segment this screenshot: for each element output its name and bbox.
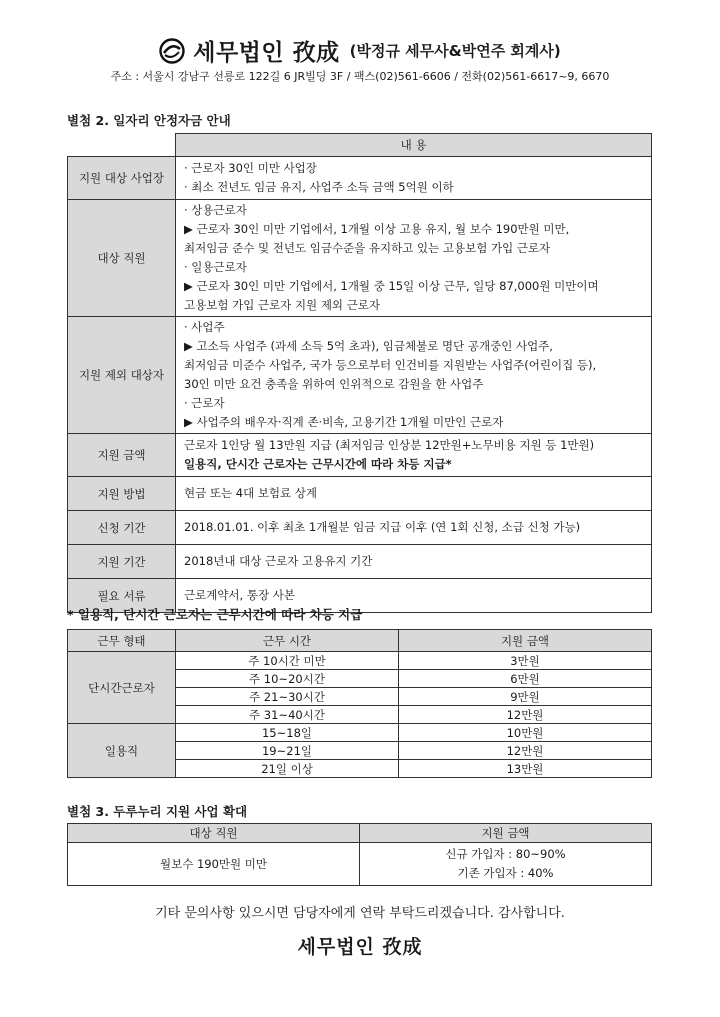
row-content bbox=[176, 545, 652, 579]
content-line: 최저임금 미준수 사업주, 국가 등으로부터 인건비를 지원받는 사업주(어린이집 등), bbox=[184, 358, 597, 372]
support-amount-cell: 12만원 bbox=[399, 742, 652, 760]
content-line: ▶ 사업주의 배우자·직계 존·비속, 고용기간 1개월 미만인 근로자 bbox=[184, 415, 504, 429]
column-header: 대상 직원 bbox=[68, 824, 360, 843]
row-content bbox=[176, 157, 652, 200]
content-line: · 일용근로자 bbox=[184, 260, 247, 274]
support-amount-cell: 6만원 bbox=[399, 670, 652, 688]
row-content bbox=[176, 511, 652, 545]
row-label: 필요 서류 bbox=[68, 579, 176, 613]
target-employee-cell: 월보수 190만원 미만 bbox=[68, 843, 360, 886]
work-hours-cell: 21일 이상 bbox=[176, 760, 399, 778]
table-row bbox=[68, 843, 652, 886]
table-row bbox=[68, 157, 652, 200]
content-line: · 근로자 bbox=[184, 396, 225, 410]
firm-address: 주소 : 서울시 강남구 선릉로 122길 6 JR빌딩 3F / 팩스(02)561-6606 / 전화(02)561-6617~9, 6670 bbox=[110, 70, 610, 83]
support-amount-cell: 10만원 bbox=[399, 724, 652, 742]
tiered-support-table bbox=[67, 629, 652, 778]
content-line: 고용보험 가입 근로자 지원 제외 근로자 bbox=[184, 298, 381, 312]
table-row bbox=[68, 652, 652, 670]
brand-line bbox=[159, 34, 561, 67]
header-blank-cell bbox=[68, 134, 176, 157]
table-row bbox=[68, 511, 652, 545]
support-rate-cell bbox=[360, 843, 652, 886]
firm-name: 세무법인 孜成 bbox=[193, 40, 340, 66]
content-line: 근로자 1인당 월 13만원 지급 (최저임금 인상분 12만원+노무비용 지원 등 1만원) bbox=[184, 438, 595, 452]
column-header: 근무 형태 bbox=[68, 630, 176, 652]
work-hours-cell: 15~18일 bbox=[176, 724, 399, 742]
content-line: · 상용근로자 bbox=[184, 203, 247, 217]
work-hours-cell: 주 10~20시간 bbox=[176, 670, 399, 688]
content-line: · 근로자 30인 미만 사업장 bbox=[184, 161, 317, 175]
rate-line: 신규 가입자 : 80~90% bbox=[445, 847, 566, 861]
row-label: 지원 제외 대상자 bbox=[68, 317, 176, 434]
row-label: 지원 금액 bbox=[68, 434, 176, 477]
table-row bbox=[68, 477, 652, 511]
row-label: 신청 기간 bbox=[68, 511, 176, 545]
support-amount-cell: 3만원 bbox=[399, 652, 652, 670]
firm-subtitle: (박정규 세무사&박연주 회계사) bbox=[349, 42, 561, 60]
table-row bbox=[68, 724, 652, 742]
content-line: 2018.01.01. 이후 최초 1개월분 임금 지급 이후 (연 1회 신청, 소급 신청 가능) bbox=[184, 520, 581, 534]
row-label: 지원 방법 bbox=[68, 477, 176, 511]
row-label: 지원 기간 bbox=[68, 545, 176, 579]
support-amount-cell: 9만원 bbox=[399, 688, 652, 706]
work-hours-cell: 주 10시간 미만 bbox=[176, 652, 399, 670]
job-stability-fund-table bbox=[67, 133, 652, 613]
column-header: 근무 시간 bbox=[176, 630, 399, 652]
table-header-row bbox=[68, 134, 652, 157]
content-header: 내 용 bbox=[176, 134, 652, 157]
support-amount-cell: 13만원 bbox=[399, 760, 652, 778]
table-header-row bbox=[68, 824, 652, 843]
table-row bbox=[68, 434, 652, 477]
content-line: ▶ 근로자 30인 미만 기업에서, 1개월 이상 고용 유지, 월 보수 190만원 미만, bbox=[184, 222, 570, 236]
emphasis-line: 일용직, 단시간 근로자는 근무시간에 따라 차등 지급* bbox=[184, 457, 452, 471]
work-hours-cell: 주 21~30시간 bbox=[176, 688, 399, 706]
content-line: ▶ 근로자 30인 미만 기업에서, 1개월 중 15일 이상 근무, 일당 87,000원 미만이며 bbox=[184, 279, 599, 293]
attachment3-title: 별첨 3. 두루누리 지원 사업 확대 bbox=[67, 804, 248, 819]
work-type-cell: 일용직 bbox=[68, 724, 176, 778]
attachment2-title: 별첨 2. 일자리 안정자금 안내 bbox=[67, 113, 231, 128]
closing-message: 기타 문의사항 있으시면 담당자에게 연락 부탁드리겠습니다. 감사합니다. bbox=[155, 906, 565, 921]
column-header: 지원 금액 bbox=[360, 824, 652, 843]
table-row bbox=[68, 317, 652, 434]
circular-seal-icon bbox=[159, 38, 185, 64]
content-line: · 사업주 bbox=[184, 320, 225, 334]
work-hours-cell: 주 31~40시간 bbox=[176, 706, 399, 724]
content-line: ▶ 고소득 사업주 (과세 소득 5억 초과), 임금체불로 명단 공개중인 사업주, bbox=[184, 339, 553, 353]
table-header-row bbox=[68, 630, 652, 652]
content-line: 2018년내 대상 근로자 고용유지 기간 bbox=[184, 554, 373, 568]
column-header: 지원 금액 bbox=[399, 630, 652, 652]
work-hours-cell: 19~21일 bbox=[176, 742, 399, 760]
rate-line: 기존 가입자 : 40% bbox=[457, 866, 554, 880]
footnote-title: * 일용직, 단시간 근로자는 근무시간에 따라 차등 지급 bbox=[67, 607, 363, 622]
table-row bbox=[68, 200, 652, 317]
work-type-cell: 단시간근로자 bbox=[68, 652, 176, 724]
content-line: 최저임금 준수 및 전년도 임금수준을 유지하고 있는 고용보험 가입 근로자 bbox=[184, 241, 551, 255]
table-row bbox=[68, 545, 652, 579]
row-content bbox=[176, 317, 652, 434]
row-content bbox=[176, 477, 652, 511]
row-label: 지원 대상 사업장 bbox=[68, 157, 176, 200]
signature: 세무법인 孜成 bbox=[297, 936, 423, 958]
row-label: 대상 직원 bbox=[68, 200, 176, 317]
content-line: · 최소 전년도 임금 유지, 사업주 소득 금액 5억원 이하 bbox=[184, 180, 454, 194]
row-content bbox=[176, 200, 652, 317]
support-amount-cell: 12만원 bbox=[399, 706, 652, 724]
row-content bbox=[176, 434, 652, 477]
letterhead bbox=[0, 34, 720, 68]
durunuri-support-table bbox=[67, 823, 652, 886]
content-line: 현금 또는 4대 보험료 상계 bbox=[184, 486, 318, 500]
content-line: 근로계약서, 통장 사본 bbox=[184, 588, 295, 602]
content-line: 30인 미만 요건 충족을 위하여 인위적으로 감원을 한 사업주 bbox=[184, 377, 484, 391]
